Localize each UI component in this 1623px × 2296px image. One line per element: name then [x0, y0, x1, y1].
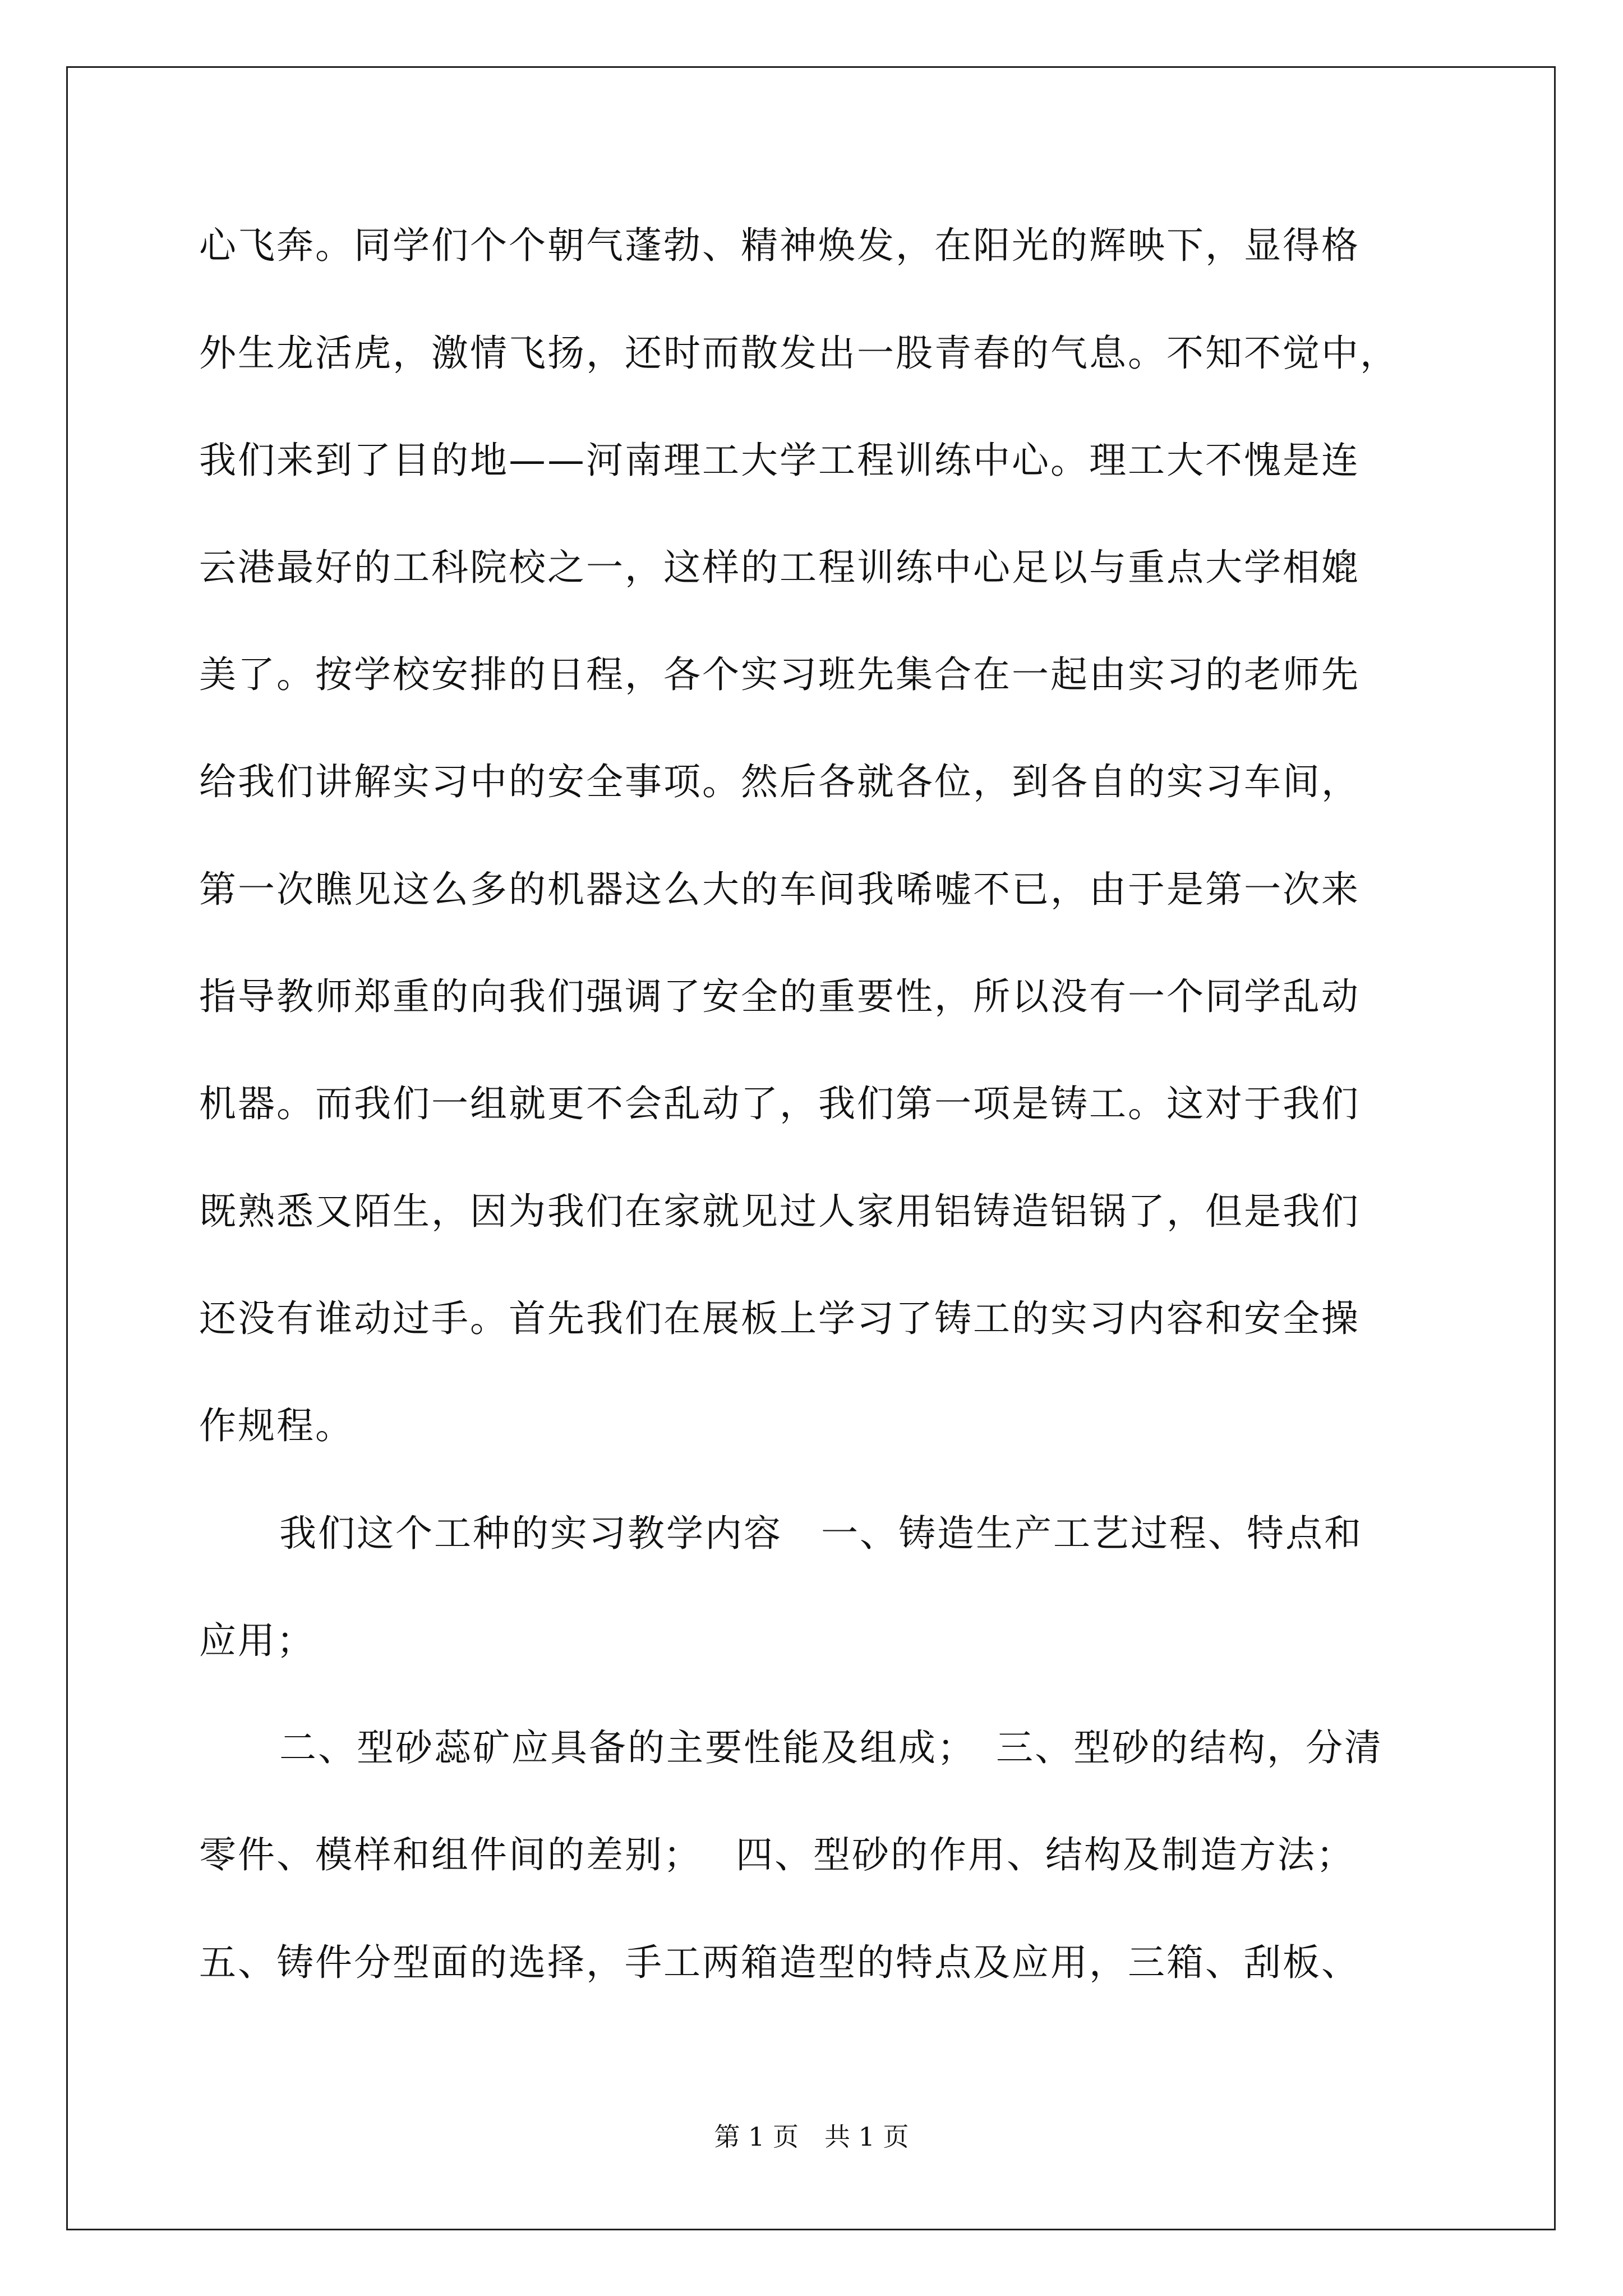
text-line-indented: 二、型砂蕊矿应具备的主要性能及组成； 三、型砂的结构，分清 [279, 1726, 1383, 1769]
text-line: 还没有谁动过手。首先我们在展板上学习了铸工的实习内容和安全操 [199, 1297, 1360, 1340]
text-line: 指导教师郑重的向我们强调了安全的重要性，所以没有一个同学乱动 [199, 975, 1360, 1018]
text-line: 零件、模样和组件间的差别； 四、型砂的作用、结构及制造方法； [199, 1833, 1355, 1876]
text-line: 外生龙活虎，激情飞扬，还时而散发出一股青春的气息。不知不觉中， [199, 332, 1399, 375]
text-line-indented: 我们这个工种的实习教学内容 一、铸造生产工艺过程、特点和 [279, 1512, 1363, 1555]
text-line: 五、铸件分型面的选择，手工两箱造型的特点及应用，三箱、刮板、 [199, 1941, 1360, 1984]
text-line: 第一次瞧见这么多的机器这么大的车间我唏嘘不已，由于是第一次来 [199, 868, 1360, 911]
text-line: 既熟悉又陌生，因为我们在家就见过人家用铝铸造铝锅了，但是我们 [199, 1190, 1360, 1233]
text-line: 美了。按学校安排的日程，各个实习班先集合在一起由实习的老师先 [199, 653, 1360, 696]
page-footer: 第 1 页 共 1 页 [714, 2122, 909, 2152]
text-line: 给我们讲解实习中的安全事项。然后各就各位，到各自的实习车间， [199, 760, 1360, 803]
text-line: 云港最好的工科院校之一，这样的工程训练中心足以与重点大学相媲 [199, 546, 1360, 589]
text-line: 应用； [199, 1619, 315, 1662]
text-line: 作规程。 [199, 1404, 354, 1447]
text-line: 机器。而我们一组就更不会乱动了，我们第一项是铸工。这对于我们 [199, 1082, 1360, 1125]
text-line: 心飞奔。同学们个个朝气蓬勃、精神焕发，在阳光的辉映下，显得格 [199, 224, 1360, 267]
text-line: 我们来到了目的地——河南理工大学工程训练中心。理工大不愧是连 [199, 439, 1360, 482]
page-border [66, 66, 1556, 2230]
